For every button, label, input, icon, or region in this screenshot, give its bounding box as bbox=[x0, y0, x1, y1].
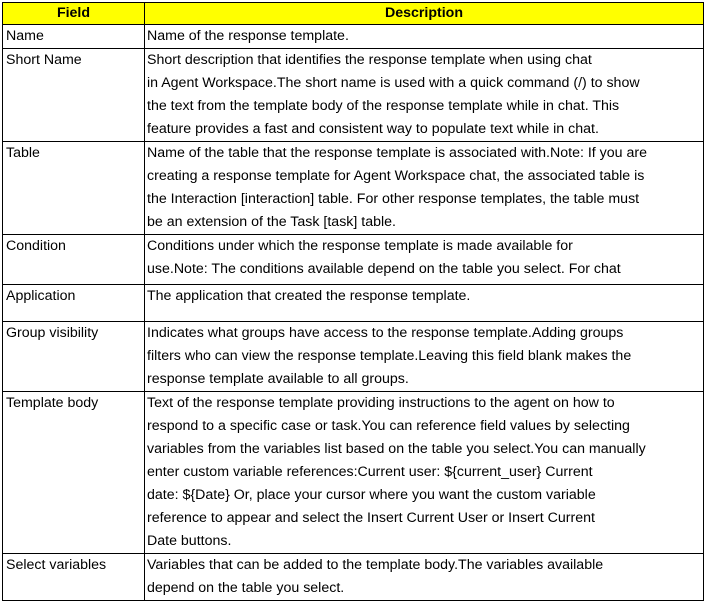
description-line: respond to a specific case or task.You can reference field values by selecting bbox=[147, 418, 630, 434]
field-cell: Application bbox=[3, 285, 145, 322]
description-line: Text of the response template providing instructions to the agent on how to bbox=[147, 395, 615, 411]
table-row bbox=[3, 285, 704, 322]
field-cell: Condition bbox=[3, 235, 145, 285]
header-field: Field bbox=[3, 3, 145, 25]
description-line: Short description that identifies the response template when using chat bbox=[147, 52, 592, 68]
description-line: creating a response template for Agent Workspace chat, the associated table is bbox=[147, 168, 645, 184]
description-line: Name of the table that the response template is associated with.Note: If you are bbox=[147, 145, 647, 161]
description-cell bbox=[145, 322, 704, 392]
description-cell bbox=[145, 49, 704, 142]
table-row bbox=[3, 235, 704, 285]
description-cell bbox=[145, 285, 704, 322]
description-line: Variables that can be added to the template body.The variables available bbox=[147, 557, 604, 573]
field-cell: Template body bbox=[3, 392, 145, 554]
description-cell bbox=[145, 142, 704, 235]
table-row bbox=[3, 322, 704, 392]
description-line: the Interaction [interaction] table. For other response templates, the table must bbox=[147, 191, 640, 207]
description-line: date: ${Date} Or, place your cursor where you want the custom variable bbox=[147, 487, 596, 503]
description-line: reference to appear and select the Insert Current User or Insert Current bbox=[147, 510, 595, 526]
header-description: Description bbox=[145, 3, 704, 25]
description-line: feature provides a fast and consistent way to populate text while in chat. bbox=[147, 121, 599, 137]
table-row bbox=[3, 49, 704, 142]
description-line: be an extension of the Task [task] table. bbox=[147, 214, 396, 230]
field-cell: Select variables bbox=[3, 554, 145, 601]
description-line: depend on the table you select. bbox=[147, 580, 345, 596]
description-line: Date buttons. bbox=[147, 533, 232, 549]
description-line: Name of the response template. bbox=[147, 28, 349, 44]
description-cell bbox=[145, 25, 704, 49]
table-row bbox=[3, 142, 704, 235]
header-row bbox=[3, 3, 704, 25]
description-cell bbox=[145, 392, 704, 554]
description-line: variables from the variables list based on the table you select.You can manually bbox=[147, 441, 646, 457]
description-cell bbox=[145, 235, 704, 285]
description-line: the text from the template body of the response template while in chat. This bbox=[147, 98, 620, 114]
field-cell: Name bbox=[3, 25, 145, 49]
field-description-table bbox=[2, 2, 704, 601]
table-row bbox=[3, 554, 704, 601]
field-cell: Short Name bbox=[3, 49, 145, 142]
field-cell: Group visibility bbox=[3, 322, 145, 392]
table-row bbox=[3, 25, 704, 49]
description-line: in Agent Workspace.The short name is used with a quick command (/) to show bbox=[147, 75, 640, 91]
description-line: use.Note: The conditions available depend on the table you select. For chat bbox=[147, 261, 621, 277]
table-row bbox=[3, 392, 704, 554]
description-line: Conditions under which the response template is made available for bbox=[147, 238, 573, 254]
description-cell bbox=[145, 554, 704, 601]
description-line: Indicates what groups have access to the response template.Adding groups bbox=[147, 325, 624, 341]
description-line: response template available to all groups. bbox=[147, 371, 409, 387]
description-line: enter custom variable references:Current user: ${current_user} Current bbox=[147, 464, 593, 480]
description-line: filters who can view the response template.Leaving this field blank makes the bbox=[147, 348, 632, 364]
field-cell: Table bbox=[3, 142, 145, 235]
description-line: The application that created the response template. bbox=[147, 288, 471, 304]
